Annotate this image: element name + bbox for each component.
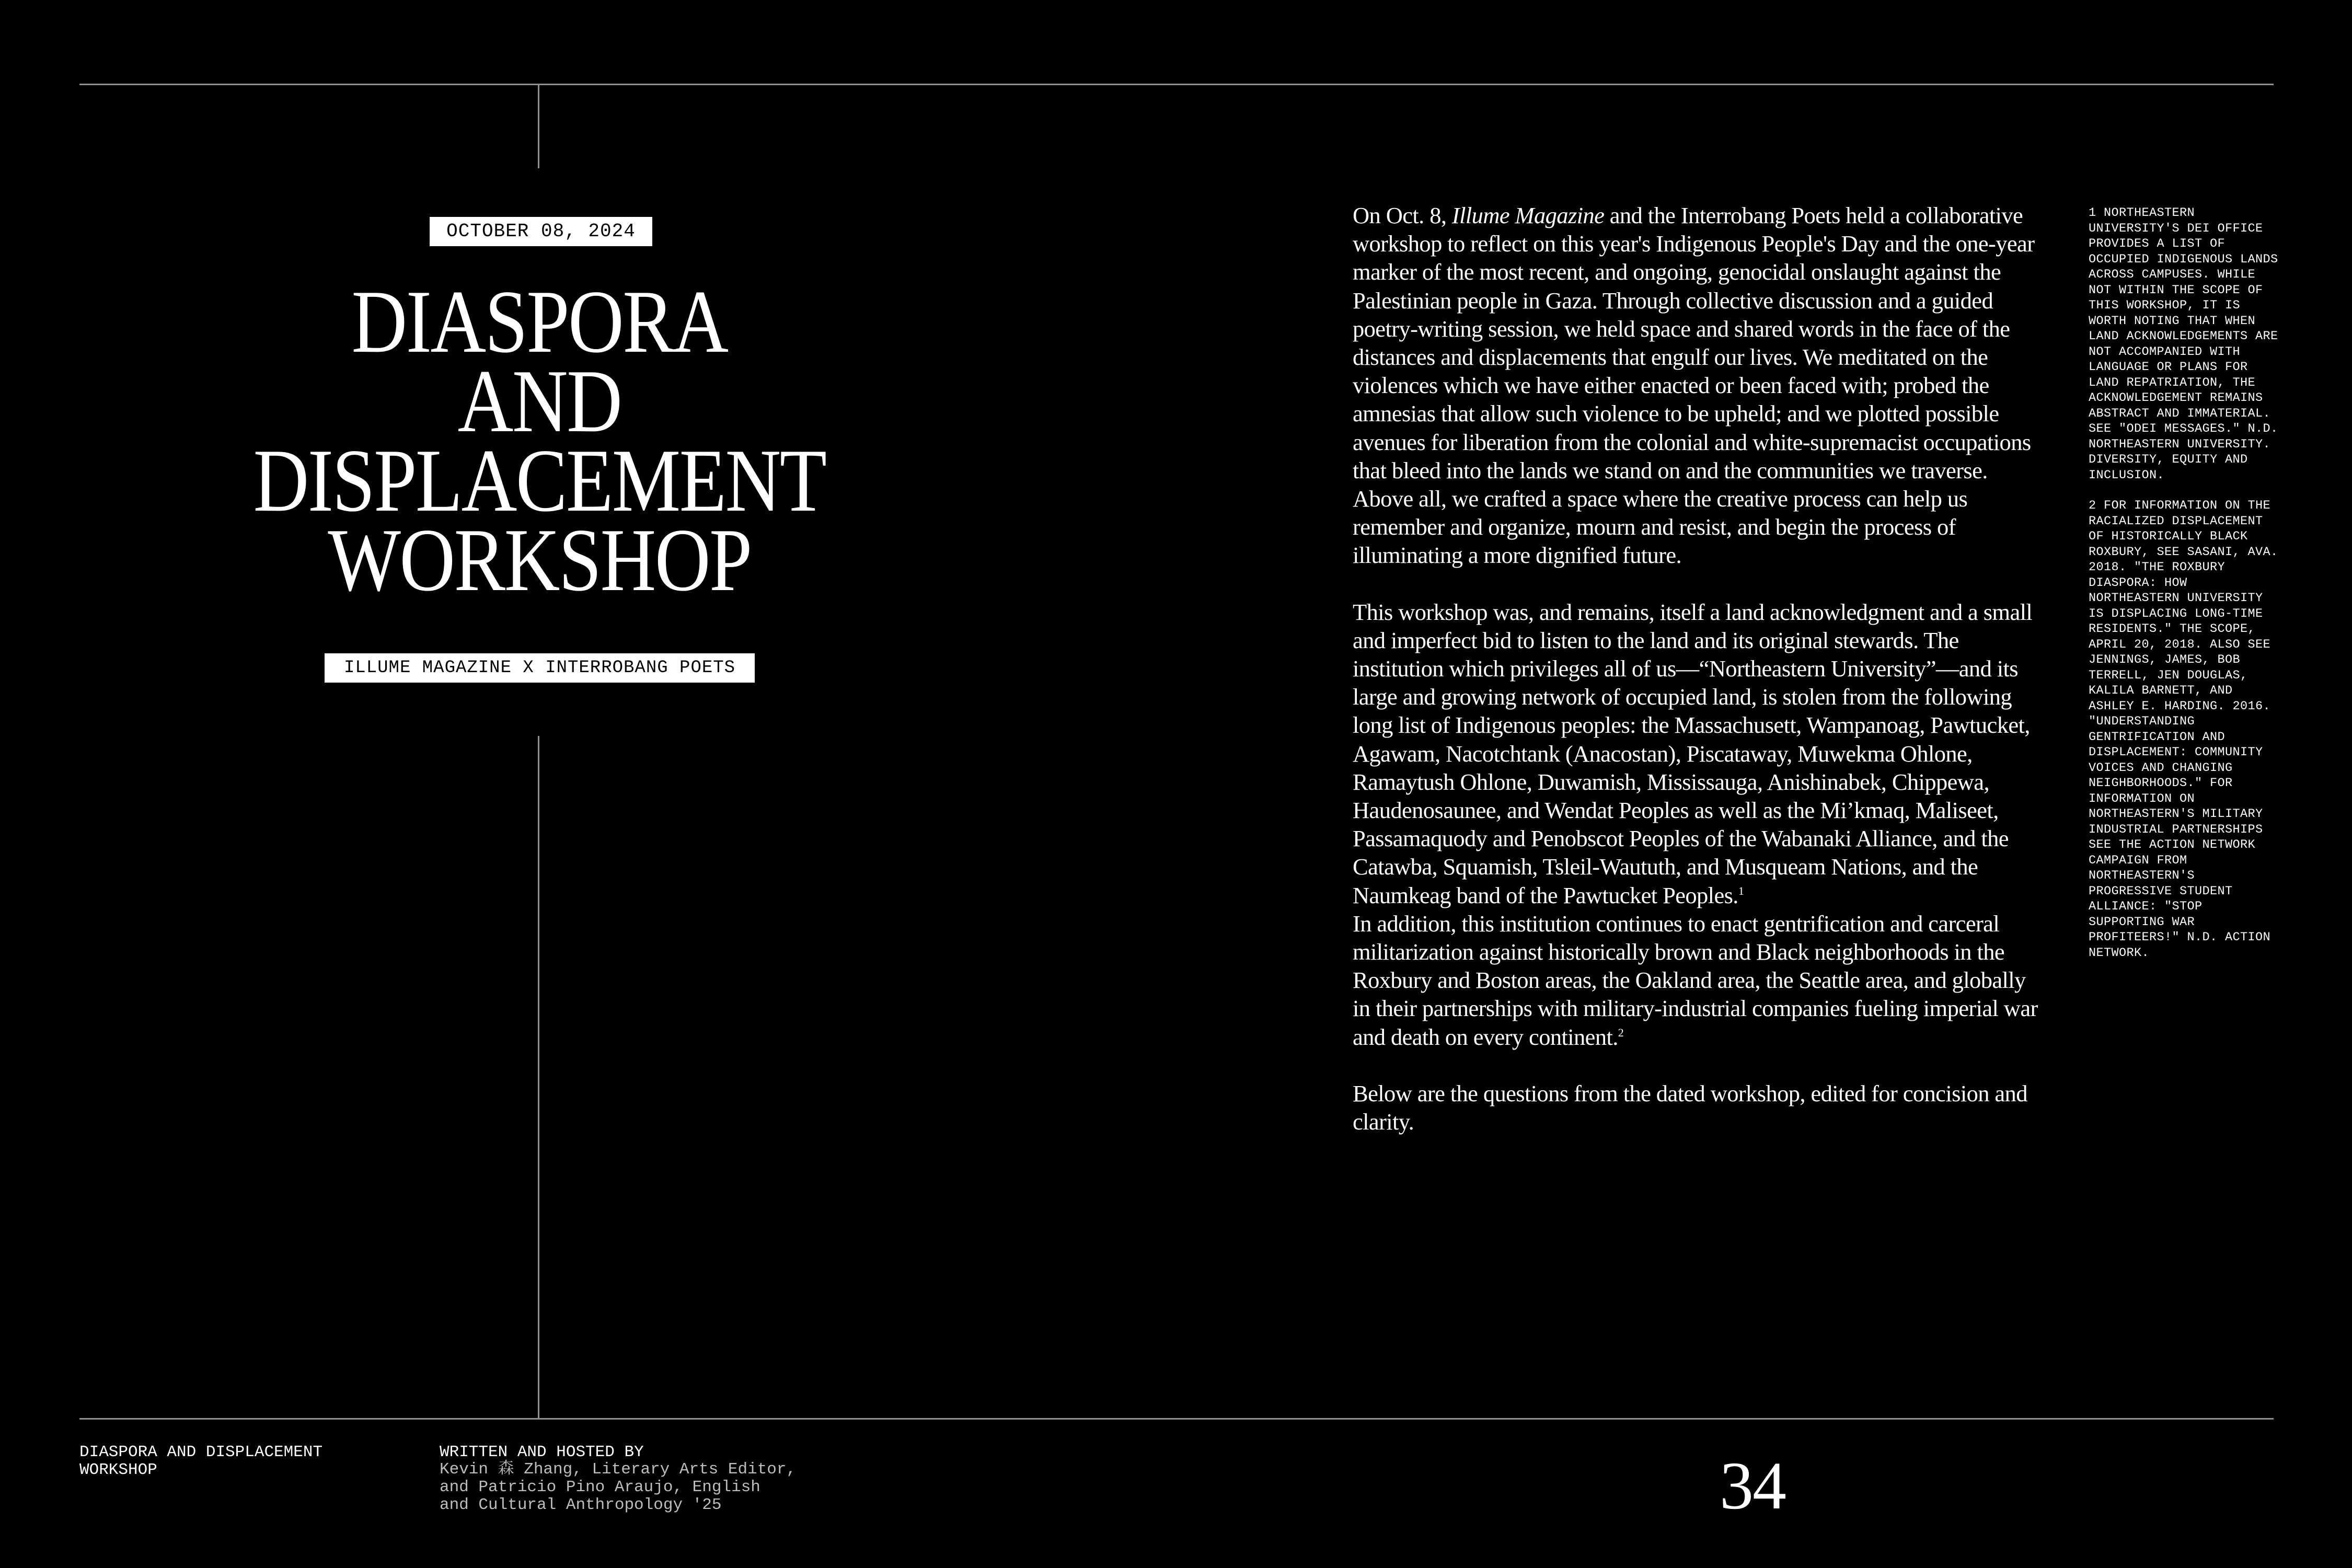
top-divider bbox=[79, 84, 2274, 85]
footnotes-column bbox=[2089, 205, 2282, 976]
footer-credit-names: Kevin 森 Zhang, Literary Arts Editor, and Patricio Pino Araujo, English and Cultural Anthropology '25 bbox=[440, 1460, 797, 1514]
p1-text: and the Interrobang Poets held a collaborative workshop to reflect on this year's Indigenous People's Day and the one-year marker of the most recent, and ongoing, genocidal onslaught against the Palestinian people in Gaza. Through collective discussion and a guided poetry-writing session, we held space and shared words in the face of the distances and displacements that engulf our lives. We meditated on the violences which we have either enacted or been faced with; probed the amnesias that allow such violence to be upheld; and we plotted possible avenues for liberation from the colonial and white-supremacist occupations that bleed into the lands we stand on and the communities we traverse. Above all, we crafted a space where the creative process can help us remember and organize, mourn and resist, and begin the process of illuminating a more dignified future. bbox=[1353, 202, 2035, 569]
title-line: DIASPORA bbox=[351, 272, 728, 372]
date-label: OCTOBER 08, 2024 bbox=[430, 217, 652, 246]
footnote-1: 1 NORTHEASTERN UNIVERSITY'S DEI OFFICE PROVIDES A LIST OF OCCUPIED INDIGENOUS LANDS ACROSS CAMPUSES. WHILE NOT WITHIN THE SCOPE OF THIS WORKSHOP, IT IS WORTH NOTING THAT WHEN LAND ACKNOWLEDGEMENTS ARE NOT ACCOMPANIED WITH LANGUAGE OR PLANS FOR LAND REPATRIATION, THE ACKNOWLEDGEMENT REMAINS ABSTRACT AND IMMATERIAL. SEE "ODEI MESSAGES." N.D. NORTHEASTERN UNIVERSITY. DIVERSITY, EQUITY AND INCLUSION. bbox=[2089, 206, 2278, 482]
p1-prefix: On Oct. 8, bbox=[1353, 202, 1452, 228]
title-line: DISPLACEMENT bbox=[253, 431, 826, 531]
article-body bbox=[1353, 201, 2043, 1164]
p2-text-continued: In addition, this institution continues to enact gentrification and carceral militarization against historically brown and Black neighborhoods in the Roxbury and Boston areas, the Oakland area, the Seattle area, and globally in their partnerships with military-industrial companies fueling imperial war and death on every continent. bbox=[1353, 910, 2038, 1050]
magazine-name: Illume Magazine bbox=[1451, 202, 1605, 228]
body-paragraph-2 bbox=[1353, 598, 2043, 1051]
vertical-divider-upper bbox=[538, 85, 539, 168]
p2-text: This workshop was, and remains, itself a land acknowledgment and a small and imperfect bid to listen to the land and its original stewards. The institution which privileges all of us—“Northeastern University”—and its large and growing network of occupied land, is stolen from the following long list of Indigenous peoples: the Massachusett, Wampanoag, Pawtucket, Agawam, Nacotchtank (Anacostan), Piscataway, Muwekma Ohlone, Ramaytush Ohlone, Duwamish, Mississauga, Anishinabek, Chippewa, Haudenosaunee, and Wendat Peoples as well as the Mi’kmaq, Maliseet, Passamaquody and Penobscot Peoples of the Wabanaki Alliance, and the Catawba, Squamish, Tsleil-Waututh, and Musqueam Nations, and the Naumkeag band of the Pawtucket Peoples. bbox=[1353, 598, 2033, 908]
article-title bbox=[252, 272, 827, 610]
footnote-ref-1[interactable]: 1 bbox=[1738, 884, 1744, 897]
footer-credit-heading: WRITTEN AND HOSTED BY bbox=[440, 1443, 644, 1461]
vertical-divider-lower bbox=[538, 736, 539, 1418]
footer-section-title: DIASPORA AND DISPLACEMENT WORKSHOP bbox=[79, 1443, 323, 1479]
bottom-divider bbox=[79, 1418, 2274, 1420]
footnote-ref-2[interactable]: 2 bbox=[1618, 1025, 1624, 1039]
body-paragraph-1 bbox=[1353, 201, 2043, 570]
title-line: AND bbox=[457, 352, 621, 451]
footnote-2: 2 FOR INFORMATION ON THE RACIALIZED DISPLACEMENT OF HISTORICALLY BLACK ROXBURY, SEE SASANI, AVA. 2018. "THE ROXBURY DIASPORA: HOW NORTHEASTERN UNIVERSITY IS DISPLACING LONG-TIME RESIDENTS." THE SCOPE, APRIL 20, 2018. ALSO SEE JENNINGS, JAMES, BOB TERRELL, JEN DOUGLAS, KALILA BARNETT, AND ASHLEY E. HARDING. 2016. "UNDERSTANDING GENTRIFICATION AND DISPLACEMENT: COMMUNITY VOICES AND CHANGING NEIGHBORHOODS." FOR INFORMATION ON NORTHEASTERN'S MILITARY INDUSTRIAL PARTNERSHIPS SEE THE ACTION NETWORK CAMPAIGN FROM NORTHEASTERN'S PROGRESSIVE STUDENT ALLIANCE: "STOP SUPPORTING WAR PROFITEERS!" N.D. ACTION NETWORK. bbox=[2089, 499, 2278, 960]
page-number: 34 bbox=[1720, 1448, 1785, 1524]
body-paragraph-3 bbox=[1353, 1079, 2043, 1136]
byline-label: ILLUME MAGAZINE X INTERROBANG POETS bbox=[325, 653, 755, 683]
title-line: WORKSHOP bbox=[328, 511, 751, 610]
p3-text: Below are the questions from the dated workshop, edited for concision and clarity. bbox=[1353, 1080, 2027, 1135]
